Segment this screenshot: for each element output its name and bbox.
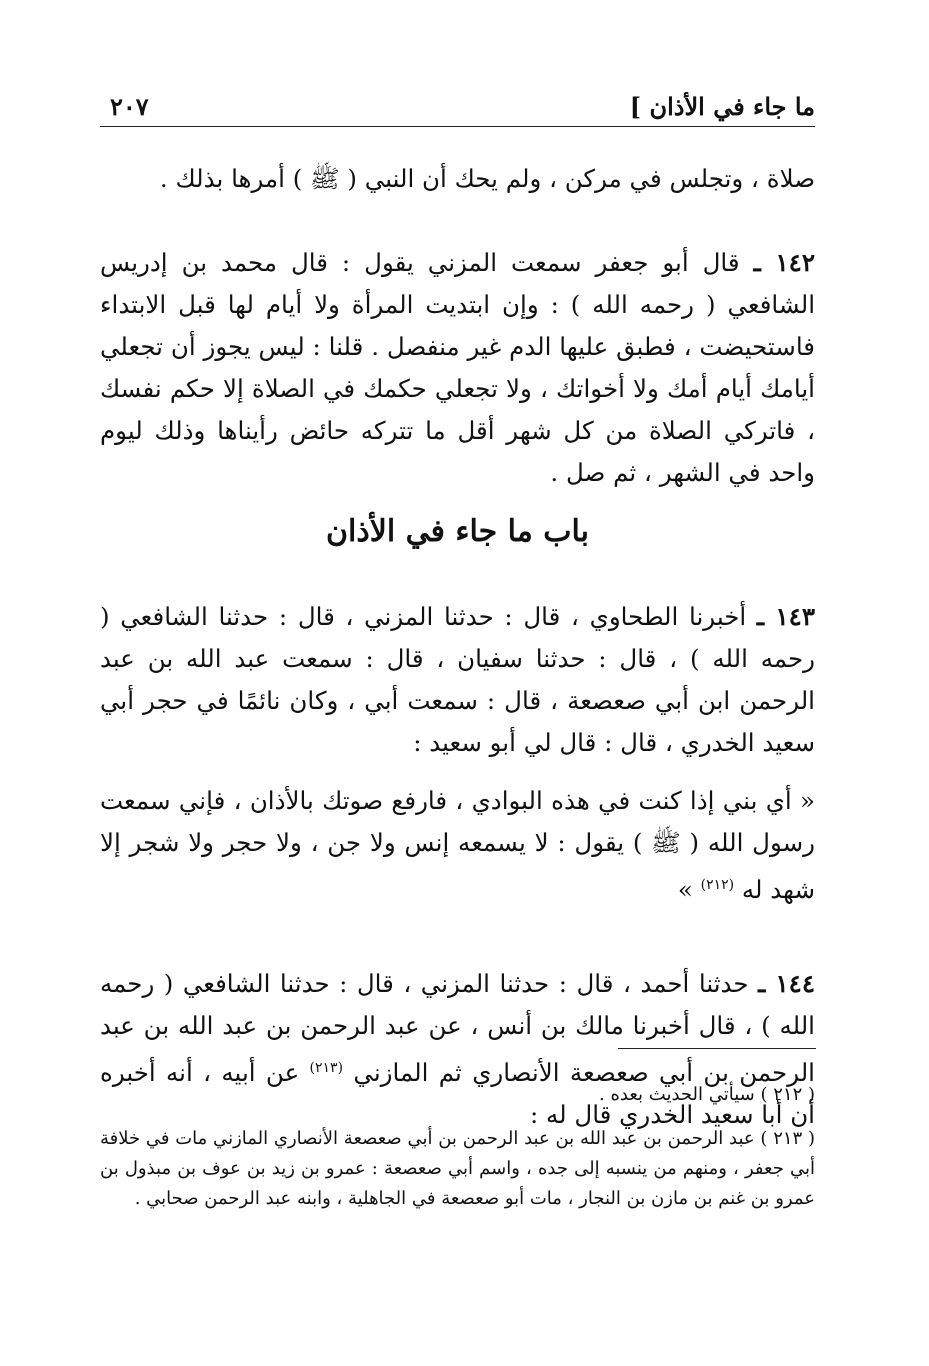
hadith-quote <box>100 780 815 911</box>
header-rule <box>100 126 815 127</box>
footnotes <box>100 1080 815 1228</box>
paragraph-143-text: أخبرنا الطحاوي ، قال : حدثنا المزني ، قال : حدثنا الشافعي ( رحمه الله ) ، قال : حدثنا سفيان ، قال : سمعت عبد الله بن عبد الرحمن ابن أبي صعصعة ، قال : سمعت أبي ، وكان نائمًا في حجر أبي سعيد الخدري ، قال : قال لي أبو سعيد : <box>100 602 815 757</box>
footnote-ref-212: (٢١٢) <box>700 877 735 893</box>
footnote-213: ( ٢١٣ ) عبد الرحمن بن عبد الله بن عبد الرحمن بن أبي صعصعة الأنصاري المازني مات في خلافة أبي جعفر ، ومنهم من ينسبه إلى جده ، واسم أبي صعصعة : عمرو بن زيد بن عوف بن مبذول بن عمرو بن غنم بن مازن بن النجار ، مات أبو صعصعة في الجاهلية ، وابنه عبد الرحمن صحابي . <box>100 1128 815 1209</box>
paragraph-144-text-b: عن أبيه ، أنه أخبره أن أبا سعيد الخدري قال له : <box>100 1058 815 1130</box>
running-title: ما جاء في الأذان ] <box>629 92 815 121</box>
paragraph-144-text-a: حدثنا أحمد ، قال : حدثنا المزني ، قال : حدثنا الشافعي ( رحمه الله ) ، قال أخبرنا مالك بن أنس ، عن عبد الرحمن بن عبد الله بن عبد الرحمن بن أبي صعصعة الأنصاري ثم المازني <box>100 969 815 1088</box>
paragraph-continuation: صلاة ، وتجلس في مركن ، ولم يحك أن النبي ( ﷺ ) أمرها بذلك . <box>159 164 815 193</box>
footnote-separator <box>618 1048 816 1049</box>
page-number: ٢٠٧ <box>110 92 149 121</box>
page-header <box>100 88 815 124</box>
chapter-title: باب ما جاء في الأذان <box>325 514 590 549</box>
paragraph-143 <box>100 596 815 764</box>
hadith-number-144: ١٤٤ ـ <box>758 969 815 999</box>
paragraph-142 <box>100 242 815 494</box>
hadith-number-143: ١٤٣ ـ <box>756 602 815 631</box>
footnote-212: ( ٢١٢ ) سيأتي الحديث بعده . <box>599 1084 815 1105</box>
hadith-number-142: ١٤٢ ـ <box>753 248 815 277</box>
hadith-quote-text: « أي بني إذا كنت في هذه البوادي ، فارفع صوتك بالأذان ، فإني سمعت رسول الله ( ﷺ ) يقول : لا يسمعه إنس ولا جن ، ولا حجر ولا شجر إلا شهد له <box>100 786 815 905</box>
footnote-ref-213: (٢١٣) <box>309 1060 344 1077</box>
paragraph-142-text: قال أبو جعفر سمعت المزني يقول : قال محمد بن إدريس الشافعي ( رحمه الله ) : وإن ابتديت المرأة ولا أيام لها قبل الابتداء فاستحيضت ، فطبق عليها الدم غير منفصل . قلنا : ليس يجوز أن تجعلي أيامك أيام أمك ولا أخواتك ، ولا تجعلي حكمك في الصلاة إلا حكم نفسك ، فاتركي الصلاة من كل شهر أقل ما تتركه حائض رأيناها وذلك ليوم واحد في الشهر ، ثم صل . <box>100 248 815 487</box>
quote-close-mark: » <box>677 875 693 905</box>
main-text <box>100 158 815 1152</box>
